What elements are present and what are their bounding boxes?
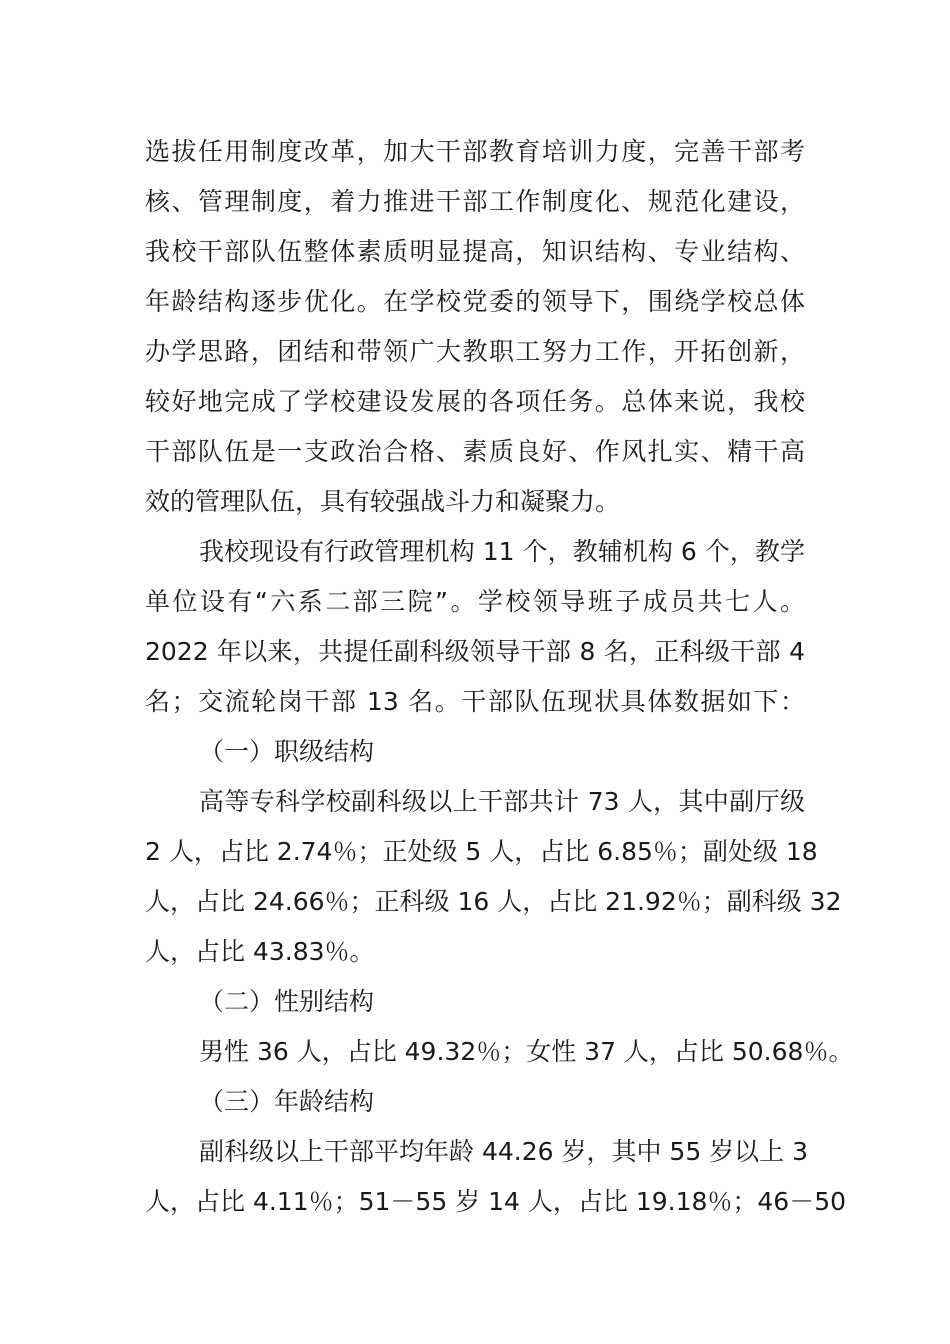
paragraph-line: 较好地完成了学校建设发展的各项任务。总体来说，我校 [145, 387, 805, 416]
paragraph-line: 效的管理队伍，具有较强战斗力和凝聚力。 [145, 487, 621, 516]
paragraph-line: 人，占比 43.83％。 [145, 937, 375, 966]
section-heading: （一）职级结构 [199, 737, 375, 766]
paragraph-line: 2 人，占比 2.74％；正处级 5 人，占比 6.85％；副处级 18 [145, 837, 818, 866]
section-heading: （二）性别结构 [199, 987, 375, 1016]
paragraph-line: 选拔任用制度改革，加大干部教育培训力度，完善干部考 [145, 137, 805, 166]
paragraph-line: 核、管理制度，着力推进干部工作制度化、规范化建设， [145, 187, 805, 216]
paragraph-line: 办学思路，团结和带领广大教职工努力工作，开拓创新， [145, 337, 805, 366]
paragraph-line: 男性 36 人，占比 49.32％；女性 37 人，占比 50.68％。 [199, 1037, 854, 1066]
paragraph-line: 2022 年以来，共提任副科级领导干部 8 名，正科级干部 4 [145, 637, 805, 666]
paragraph-line: 我校干部队伍整体素质明显提高，知识结构、专业结构、 [145, 237, 805, 266]
paragraph-line: 我校现设有行政管理机构 11 个，教辅机构 6 个，教学 [199, 537, 805, 566]
paragraph-line: 名；交流轮岗干部 13 名。干部队伍现状具体数据如下： [145, 687, 805, 716]
paragraph-line: 人，占比 24.66％；正科级 16 人，占比 21.92％；副科级 32 [145, 887, 842, 916]
paragraph-line: 副科级以上干部平均年龄 44.26 岁，其中 55 岁以上 3 [199, 1137, 809, 1166]
paragraph-line: 高等专科学校副科级以上干部共计 73 人，其中副厅级 [199, 787, 805, 816]
section-heading: （三）年龄结构 [199, 1087, 375, 1116]
paragraph-line: 单位设有“六系二部三院”。学校领导班子成员共七人。 [145, 587, 805, 616]
paragraph-line: 人，占比 4.11％；51－55 岁 14 人，占比 19.18％；46－50 [145, 1187, 847, 1216]
paragraph-line: 年龄结构逐步优化。在学校党委的领导下，围绕学校总体 [145, 287, 805, 316]
paragraph-line: 干部队伍是一支政治合格、素质良好、作风扎实、精干高 [145, 437, 805, 466]
